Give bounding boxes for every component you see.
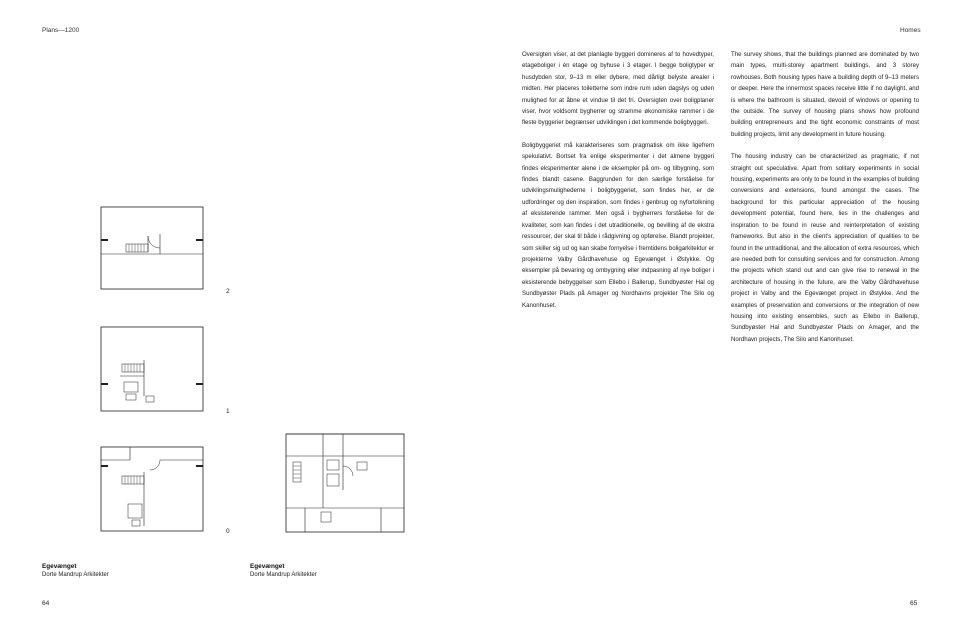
page-number-left: 64 — [42, 600, 50, 607]
caption-architect: Dorte Mandrup Arkitekter — [250, 572, 317, 578]
caption-architect: Dorte Mandrup Arkitekter — [42, 572, 109, 578]
text-column-english — [731, 49, 919, 356]
floor-plan-second-dwelling — [285, 426, 405, 534]
danish-paragraph: Boligbyggeriet må karakteriseres som pragmatisk om ikke ligefrem spekulativt. Bortset fra enlige eksperimenter i det almene byggeri findes eksperimenter alene i de eksempler på om- og tilbygning, som findes blandt casene. Baggrunden for den særlige forståelse for udviklingsmulighederne i boligbyggeriet, som findes her, er de udfordringer og den inspiration, som findes i genbrug og nyfortolkning af eksisterende rammer. Men også i bygherrers forståelse for de kvaliteter, som kan findes i det utraditionelle, og bevilling af de ekstra ressourcer, der skal til både i rådgivning og opførelse. Blandt projekter, som skiller sig ud og kan skabe fornyelse i fremtidens boligarkitektur er projekterne Valby Gårdhavehuse og Egevænget i Østykke. Og eksempler på bevaring og ombygning eller indpasning af nye boliger i eksisterende bebyggelser som Ellebo i Ballerup, Sundbyøster Hal og Sundbyøster Plads på Amager og Nordhavns projekter The Silo og Kanonhuset. — [522, 141, 714, 309]
level-label-0: 0 — [226, 528, 230, 535]
running-header-right: Homes — [900, 27, 921, 34]
running-header-left: Plans—1200 — [42, 27, 80, 34]
floor-plan-level-0 — [100, 446, 204, 532]
floor-plan-level-1 — [100, 326, 204, 412]
caption-title: Egevænget — [42, 563, 77, 570]
floor-plan-level-2 — [100, 206, 204, 290]
english-paragraph: The housing industry can be characterized as pragmatic, if not straight out speculative. Apart from solitary experiments in social housing, experiments are only to be found in the examples of building conversions and extensions, found amongst the cases. The background for this particular appreciation of the housing development potential, found here, lies in the challenges and inspiration to be found in reuse and reinterpretation of existing frameworks. But also in the client's appreciation of qualities to be found in the untraditional, and the allocation of extra resources, which are needed both for consulting services and for construction. Among the projects which stand out and can give rise to renewal in the architecture of housing in the future, are the Valby Gårdhavehuse project in Valby and the Egevænget project in Østykke. And the examples of preservation and conversions or the integration of new housing into existing ensembles, such as Ellebo in Ballerup, Sundbyøster Hal and Sundbyøster Plads on Amager, and the Nordhavn projects, The Silo and Kanonhuset. — [731, 153, 919, 343]
caption-title: Egevænget — [250, 563, 285, 570]
text-column-danish — [522, 49, 714, 322]
caption-left — [42, 563, 109, 578]
danish-paragraph: Oversigten viser, at det planlagte byggeri domineres af to hovedtyper, etageboliger i én etage og byhuse i 3 etager. I begge boligtyper er husdybden stor, 9–13 m eller dybere, med dårligt belyste arealer i midten. Her placeres toiletterne som indre rum uden dagslys og uden mulighed for at åbne et vindue til det fri. Oversigten over boligplaner viser, hvor voldsomt bygherrer og stramme økonomiske rammer i de fleste byggerier begrænser udviklingen i det kommende boligbyggeri. — [522, 51, 714, 127]
page-number-right: 65 — [910, 600, 918, 607]
caption-right — [250, 563, 317, 578]
english-paragraph: The survey shows, that the buildings planned are dominated by two main types, multi-storey apartment buildings, and 3 storey rowhouses. Both housing types have a building depth of 9–13 meters or deeper. Here the innermost spaces receive little if no daylight, and is where the bathroom is situated, devoid of windows or opening to the outside. The survey of housing plans shows how profound building entrepreneurs and the tight economic constraints of most building projects, limit any development in future housing. — [731, 51, 919, 138]
level-label-1: 1 — [226, 408, 230, 415]
level-label-2: 2 — [226, 288, 230, 295]
